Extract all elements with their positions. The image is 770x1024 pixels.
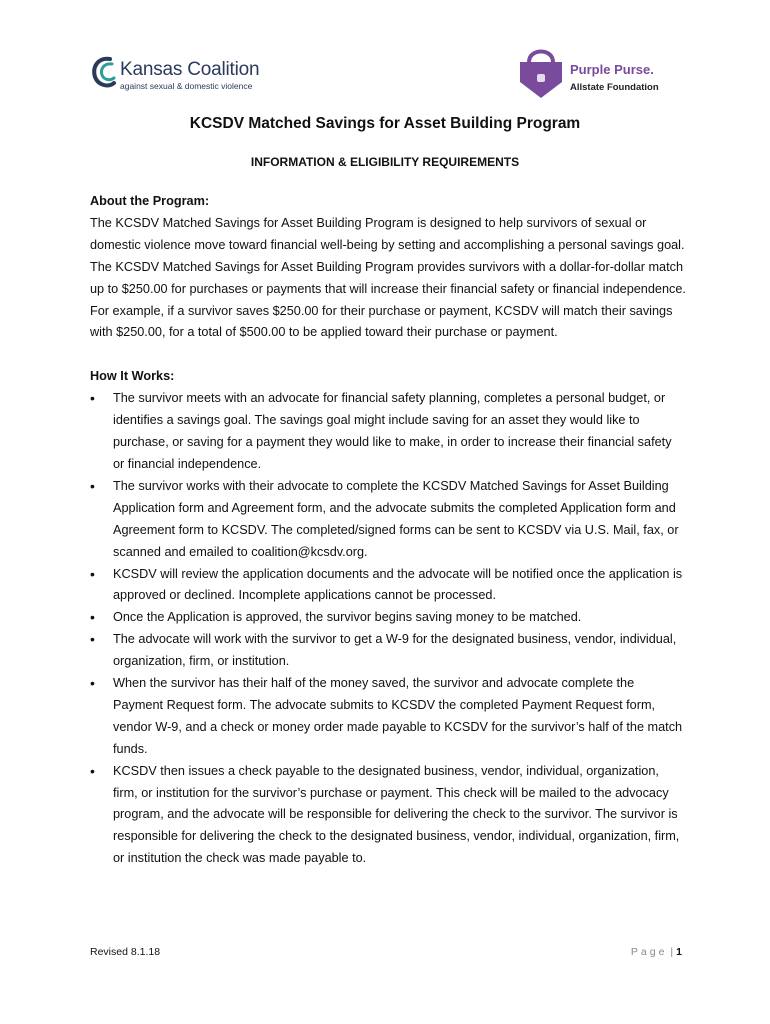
- list-item: • The survivor meets with an advocate for financial safety planning, completes a personal budget, or identifies a savings goal. The savings goal might include saving for an asset they would like to purchase, or saving for a payment they would like to make, in order to increase their financial safety or financial independence.: [90, 388, 686, 476]
- page-label: Page: [630, 946, 668, 958]
- page-number-value: 1: [676, 946, 682, 958]
- list-item: • KCSDV will review the application documents and the advocate will be notified once the application is approved or declined. Incomplete applications cannot be processed.: [90, 564, 686, 608]
- revision-date: Revised 8.1.18: [90, 946, 161, 958]
- purple-purse-trademark: .: [650, 62, 654, 77]
- purple-purse-icon: [516, 44, 566, 100]
- purple-purse-brand: [570, 62, 654, 77]
- kansas-coalition-name: Kansas Coalition: [120, 59, 260, 80]
- about-paragraph: The KCSDV Matched Savings for Asset Building Program is designed to help survivors of sexual or domestic violence move toward financial well-being by setting and accomplishing a personal savings goal. The KCSDV Matched Savings for Asset Building Program provides survivors with a dollar-for-dollar match up to $250.00 for purchases or payments that will increase their financial safety or financial independence. For example, if a survivor saves $250.00 for their purchase or payment, KCSDV will match their savings with $250.00, for a total of $500.00 to be applied toward their purchase or payment.: [90, 215, 686, 340]
- page-number: [631, 946, 682, 958]
- purple-purse-brand-purse: Purse: [614, 62, 651, 77]
- document-title: KCSDV Matched Savings for Asset Building Program: [189, 115, 581, 132]
- allstate-foundation-label: Allstate Foundation: [570, 82, 659, 93]
- list-item: • The survivor works with their advocate to complete the KCSDV Matched Savings for Asset Building Application form and Agreement form, and the advocate submits the completed Application form and Agreement form to KCSDV. The completed/signed forms can be sent to KCSDV via U.S. Mail, fax, or scanned and emailed to coalition@kcsdv.org.: [90, 476, 686, 564]
- page-separator: |: [670, 946, 674, 958]
- purple-purse-logo: [516, 44, 686, 100]
- list-item: • When the survivor has their half of the money saved, the survivor and advocate complete the Payment Request form. The advocate submits to KCSDV the completed Payment Request form, vendor W-9, and a check or money order made payable to KCSDV for the survivor’s half of the match funds.: [90, 673, 686, 761]
- kansas-coalition-tagline: against sexual & domestic violence: [120, 81, 253, 91]
- document-body: [90, 191, 686, 870]
- kansas-coalition-logo: [90, 55, 270, 95]
- how-it-works-list: [90, 388, 686, 870]
- list-item: • The advocate will work with the survivor to get a W-9 for the designated business, vendor, individual, organization, firm, or institution.: [90, 629, 686, 673]
- how-it-works-heading: How It Works:: [90, 369, 175, 384]
- list-item: • KCSDV then issues a check payable to the designated business, vendor, individual, organization, firm, or institution for the survivor’s purchase or payment. This check will be mailed to the advocacy program, and the advocate will be responsible for delivering the check to the survivor. The survivor is responsible for delivering the check to the designated business, vendor, individual, organization, firm, or institution the check was made payable to.: [90, 761, 686, 871]
- kansas-coalition-mark-icon: [90, 55, 120, 91]
- purple-purse-brand-purple: Purple: [570, 62, 611, 77]
- list-item: • Once the Application is approved, the survivor begins saving money to be matched.: [90, 607, 686, 629]
- document-subtitle: INFORMATION & ELIGIBILITY REQUIREMENTS: [250, 155, 520, 169]
- section-spacer: [90, 344, 686, 366]
- about-heading: About the Program:: [90, 194, 210, 208]
